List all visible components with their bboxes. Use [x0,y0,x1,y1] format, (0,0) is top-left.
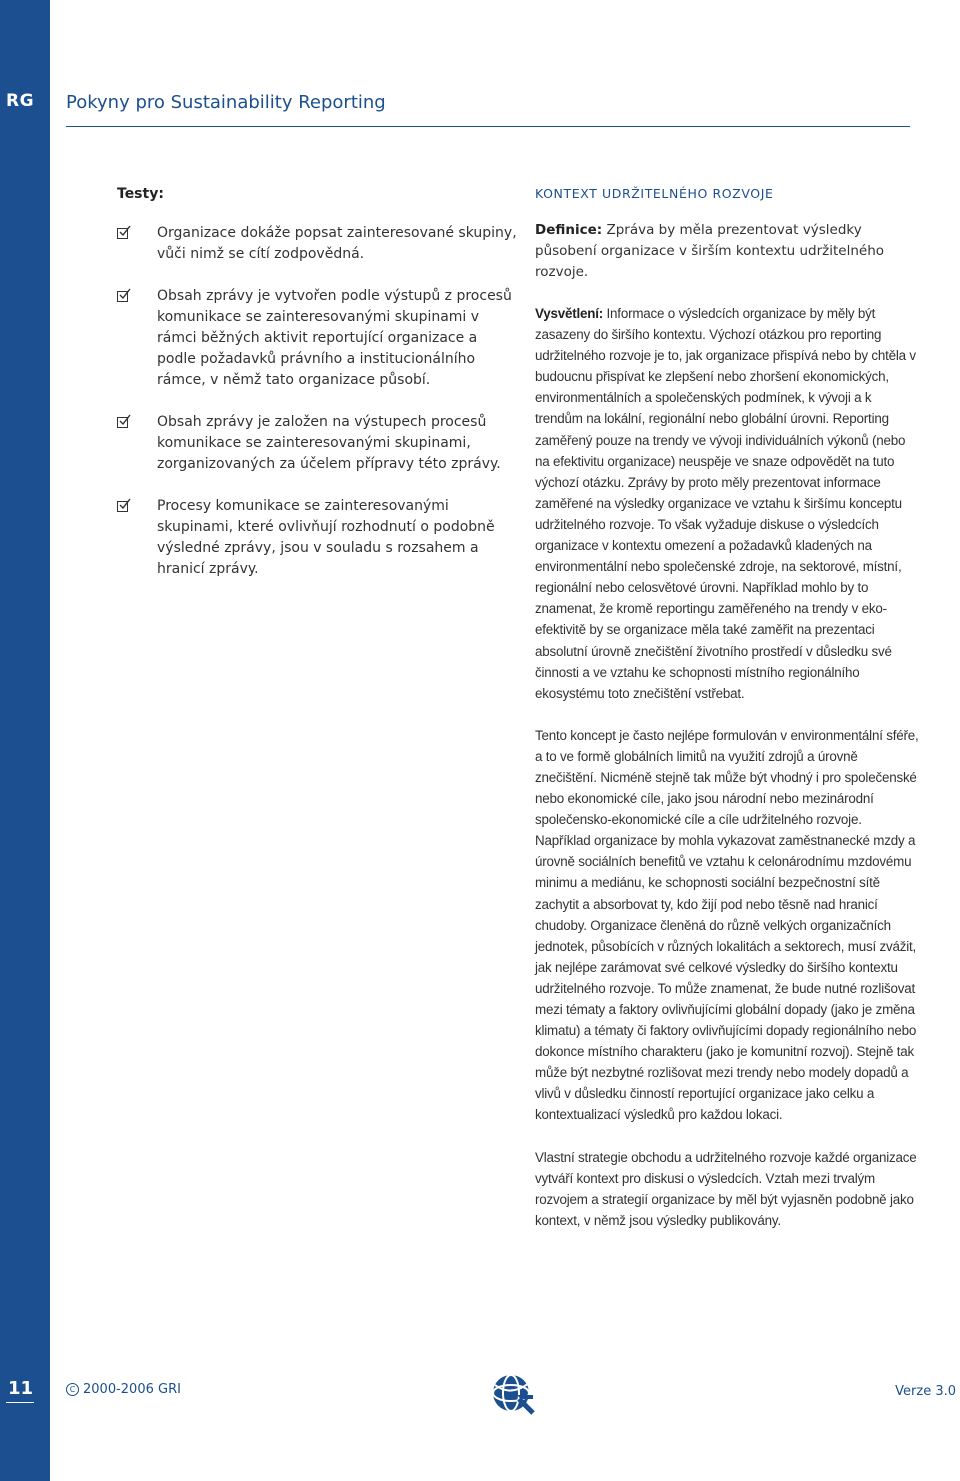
header-divider [66,126,910,127]
page-number-underline [6,1402,34,1403]
gri-globe-logo-icon [489,1369,537,1421]
tests-heading: Testy: [117,186,164,202]
kontext-column [535,186,920,1252]
checkbox-checked-icon [117,228,128,239]
checkbox-checked-icon [117,291,128,302]
definice-paragraph [535,220,920,283]
page-number: 11 [8,1378,34,1399]
left-sidebar-band [0,0,50,1481]
vysvetleni-text: Informace o výsledcích organizace by měly být zasazeny do širšího kontextu. Výchozí otázkou pro reporting udržitelného rozvoje je to, jak organizace přispívá nebo by chtěla v budoucnu přispívat ke zlepšení nebo zhoršení ekonomických, environmentálních a společenských podmínek, k vývoji a k trendům na lokální, regionální nebo globální úrovni. Reporting zaměřený pouze na trendy ve vývoji individuálních výkonů (nebo na efektivitu organizace) neuspěje ve snaze odpovědět na tuto výchozí otázku. Zprávy by proto měly prezentovat informace zaměřené na výsledky organizace ve vztahu k širšímu konceptu udržitelného rozvoje. To však vyžaduje diskuse o výsledcích organizace v kontextu omezení a požadavků kladených na environmentální nebo společenské zdroje, na sektorové, místní, regionální nebo celosvětové úrovni. Například mohlo by to znamenat, že kromě reportingu zaměřeného na trendy v eko-efektivitě by se organizace měla také zaměřit na prezentaci absolutní úrovně znečištění životního prostředí v důsledku své činnosti a ve vztahu ke schopnosti místního regionálního ekosystému toto znečištění vstřebat. [535,306,916,701]
test-item [117,496,517,580]
test-item [117,286,517,391]
copyright-text: 2000-2006 GRI [83,1382,181,1397]
vysvetleni-paragraph [535,303,920,704]
body-paragraph: Vlastní strategie obchodu a udržitelného rozvoje každé organizace vytváří kontext pro diskusi o výsledcích. Vztah mezi trvalým rozvojem a strategií organizace by měl být vyjasněn podobně jako kontext, v němž jsou výsledky publikovány. [535,1149,917,1228]
kontext-heading: KONTEXT UDRŽITELNÉHO ROZVOJE [535,186,774,201]
checkbox-checked-icon [117,417,128,428]
test-item-text: Procesy komunikace se zainteresovanými skupinami, které ovlivňují rozhodnutí o podobně výsledné zprávy, jsou v souladu s rozsahem a hranicí zprávy. [157,498,495,577]
test-item [117,412,517,475]
test-item-text: Obsah zprávy je založen na výstupech procesů komunikace se zainteresovanými skupinami, zorganizovaných za účelem přípravy této zprávy. [157,414,501,472]
section-badge: RG [6,91,35,111]
vysvetleni-label: Vysvětlení: [535,306,604,321]
checkbox-checked-icon [117,501,128,512]
definice-label: Definice: [535,222,603,238]
test-item [117,223,517,265]
copyright-icon: C [66,1383,79,1396]
tests-column [117,186,517,601]
test-item-text: Organizace dokáže popsat zainteresované skupiny, vůči nimž se cítí zodpovědná. [157,225,517,262]
definice-text: Zpráva by měla prezentovat výsledky působení organizace v širším kontextu udržitelného rozvoje. [535,222,885,280]
page-title: Pokyny pro Sustainability Reporting [66,92,386,113]
body-paragraph: Tento koncept je často nejlépe formulován v environmentální sféře, a to ve formě globálních limitů na využití zdrojů a úrovně znečištění. Nicméně stejně tak může být vhodný i pro společenské nebo ekonomické cíle, jako jsou národní nebo mezinárodní společensko-ekonomické cíle a cíle udržitelného rozvoje. Například organizace by mohla vykazovat zaměstnanecké mzdy a úrovně sociálních benefitů ve vztahu k celonárodnímu mzdovému minimu a mediánu, ke schopnosti sociální bezpečnostní sítě zachytit a absorbovat ty, kdo žijí pod nebo těsně nad hranicí chudoby. Organizace členěná do různě velkých organizačních jednotek, působících v různých lokalitách a sektorech, musí zvážit, jak nejlépe zarámovat své celkové výsledky do širšího kontextu udržitelného rozvoje. To může znamenat, že bude nutné rozlišovat mezi tématy a faktory ovlivňujícími globální dopady (jako je změna klimatu) a tématy či faktory ovlivňujícími dopady regionálního nebo dokonce místního charakteru (jako je komunitní rozvoj). Stejně tak může být nezbytné rozlišovat mezi trendy nebo modely dopadů a vlivů v důsledku činností reportující organizace jako celku a kontextualizací výsledků pro každou lokaci. [535,727,919,1123]
version-label: Verze 3.0 [895,1384,956,1399]
copyright-notice [66,1382,181,1397]
test-item-text: Obsah zprávy je vytvořen podle výstupů z procesů komunikace se zainteresovanými skupinami v rámci běžných aktivit reportující organizace a podle požadavků právního a institucionálního rámce, v němž tato organizace působí. [157,288,512,388]
